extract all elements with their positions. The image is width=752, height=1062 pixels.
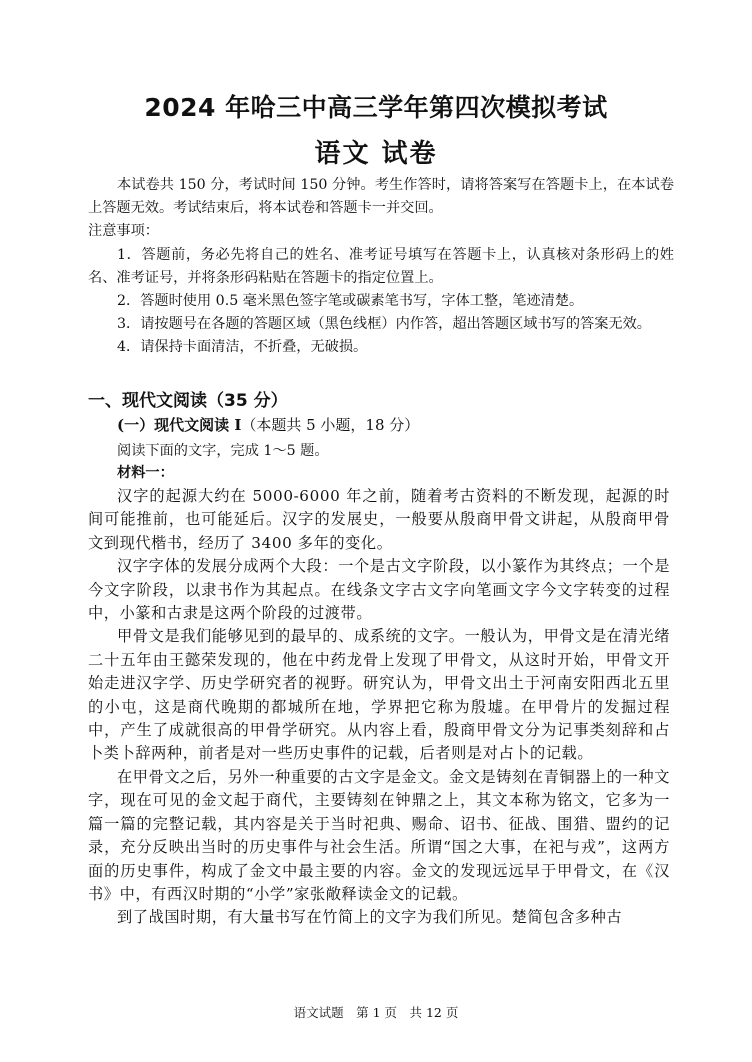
exam-title: 2024 年哈三中高三学年第四次模拟考试 bbox=[144, 93, 608, 122]
notice-item-4: 4．请保持卡面清洁，不折叠，无破损。 bbox=[117, 339, 368, 356]
material-label: 材料一： bbox=[117, 465, 174, 481]
notice-item-2: 2．答题时使用 0.5 毫米黑色签字笔或碳素笔书写，字体工整，笔迹清楚。 bbox=[117, 293, 584, 310]
passage-paragraph: 到了战国时期，有大量书写在竹简上的文字为我们所见。楚简包含多种古 bbox=[117, 908, 623, 927]
sub-heading-title: (一）现代文阅读 I bbox=[117, 416, 242, 434]
passage-body bbox=[88, 485, 670, 930]
notice-item-3: 3．请按题号在各题的答题区域（黑色线框）内作答，超出答题区域书写的答案无效。 bbox=[117, 316, 651, 333]
exam-subtitle: 语文 试卷 bbox=[314, 139, 438, 169]
read-instruction: 阅读下面的文字，完成 1～5 题。 bbox=[117, 443, 329, 459]
passage-paragraph: 在甲骨文之后，另外一种重要的古文字是金文。金文是铸刻在青铜器上的一种文字，现在可见的金文起于商代，主要铸刻在钟鼎之上，其文本称为铭文，它多为一篇一篇的完整记载，其内容是关于当时祀典、赐命、诏书、征战、围猎、盟约的记录，充分反映出当时的历史事件与社会生活。所谓“国之大事，在祀与戎”，这两方面的历史事件，构成了金文中最主要的内容。金文的发现远远早于甲骨文，在《汉书》中，有西汉时期的“小学”家张敞释读金文的记载。 bbox=[88, 767, 670, 903]
passage-paragraph: 甲骨文是我们能够见到的最早的、成系统的文字。一般认为，甲骨文是在清光绪二十五年由王懿荣发现的，他在中药龙骨上发现了甲骨文，从这时开始，甲骨文开始走进汉字学、历史学研究者的视野。研究认为，甲骨文出土于河南安阳西北五里的小屯，这是商代晚期的都城所在地，学界把它称为殷墟。在甲骨片的发掘过程中，产生了成就很高的甲骨学研究。从内容上看，殷商甲骨文分为记事类刻辞和占卜类卜辞两种，前者是对一些历史事件的记载，后者则是对占卜的记载。 bbox=[88, 627, 670, 763]
sub-heading-detail: （本题共 5 小题，18 分） bbox=[241, 416, 420, 434]
sub-section-heading bbox=[117, 414, 419, 435]
instructions-block bbox=[88, 174, 674, 360]
notice-item-1: 1．答题前，务必先将自己的姓名、准考证号填写在答题卡上，认真核对条形码上的姓名、准考证号，并将条形码粘贴在答题卡的指定位置上。 bbox=[88, 246, 674, 286]
instructions-intro: 本试卷共 150 分，考试时间 150 分钟。考生作答时，请将答案写在答题卡上，在本试卷上答题无效。考试结束后，将本试卷和答题卡一并交回。 bbox=[88, 177, 674, 217]
passage-paragraph: 汉字字体的发展分成两个大段：一个是古文字阶段，以小篆作为其终点；一个是今文字阶段，以隶书作为其起点。在线条文字古文字向笔画文字今文字转变的过程中，小篆和古隶是这两个阶段的过渡带。 bbox=[88, 557, 670, 623]
page-footer: 语文试题 第 1 页 共 12 页 bbox=[293, 1005, 459, 1020]
notice-label: 注意事项： bbox=[88, 223, 159, 240]
passage-paragraph: 汉字的起源大约在 5000-6000 年之前，随着考古资料的不断发现，起源的时间可能推前，也可能延后。汉字的发展史，一般要从殷商甲骨文讲起，从殷商甲骨文到现代楷书，经历了 3400 多年的变化。 bbox=[88, 487, 670, 552]
section-heading: 一、现代文阅读（35 分） bbox=[88, 391, 288, 411]
